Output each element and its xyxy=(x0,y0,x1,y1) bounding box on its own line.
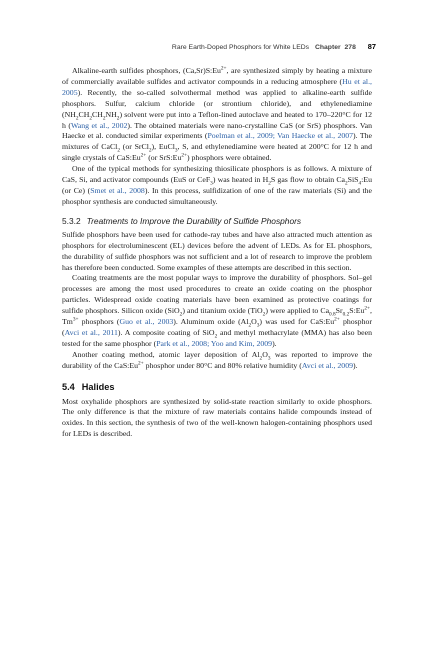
paragraph-sulfide-synthesis: Alkaline-earth sulfides phosphors, $(Ca,Sr)S:Eu^{2+}$, are synthesized simply by heating a mixture of commercially available sulfides and activator compounds in a reducing atmosphere (Hu et al., 2005). Recently, the so-called solvothermal method was applied to alkaline-earth sulfide phosphors. Sulfur, calcium chloride (or strontium chloride), and ethylenediamine $(NH_2CH_2CH_2NH_2)$ solvent were put into a Teflon-lined autoclave and heated to 170–220°C for 12 h (Wang et al., 2002). The obtained materials were nano-crystalline CaS (or SrS) phosphors. Van Haecke et al. conducted similar experiments (Poelman et al., 2009; Van Haecke et al., 2007). The mixtures of CaCl$_2$ (or SrCl$_2$), EuCl$_3$, S, and ethylenediamine were heated at 200°C for 12 h and single crystals of $CaS:Eu^{2+}$ (or $SrS:Eu^{2+}$) phosphors were obtained. xyxy=(62,65,372,163)
paragraph-durability-intro: Sulfide phosphors have been used for cathode-ray tubes and have also attracted much attention as phosphors for electroluminescent (EL) devices before the advent of LEDs. As for EL phosphors, the durability of sulfide phosphors was not sufficient and a lot of research to improve the problem has therefore been conducted. Some examples of these attempts are described in this section. xyxy=(62,229,372,272)
section-heading-5-4 xyxy=(62,381,372,393)
chapter-number: 278 xyxy=(344,44,356,51)
citation-link[interactable]: Avci et al., 2009 xyxy=(301,360,353,370)
paragraph-thiosilicate: One of the typical methods for synthesizing thiosilicate phosphors is as follows. A mixture of CaS, Si, and activator compounds (EuS or CeF$_3$) was heated in $H_2S$ gas flow to obtain $Ca_2SiS_4:Eu$ (or Ce) (Smet et al., 2008). In this process, sulfidization of one of the raw materials (Si) and the phosphor synthesis are conducted simultaneously. xyxy=(62,164,372,206)
running-title: Rare Earth-Doped Phosphors for White LEDs xyxy=(171,44,310,51)
section-title: Treatments to Improve the Durability of Sulfide Phosphors xyxy=(86,215,302,226)
page-body xyxy=(62,66,372,440)
paragraph-ald: Another coating method, atomic layer deposition of $Al_2O_3$ was reported to improve the durability of the $CaS:Eu^{2+}$ phosphor under 80°C and 80% relative humidity (Avci et al., 2009). xyxy=(62,349,372,370)
paragraph-coating: Coating treatments are the most popular ways to improve the durability of phosphors. Sol–gel processes are among the most used procedures to create an oxide coating on the phosphor particles. Widespread oxide coating materials have been examined as protective coatings for sulfide phosphors. Silicon oxide (SiO$_2$) and titanium oxide (TiO$_2$) were applied to $Ca_{0.8}Sr_{0.2}S:Eu^{2+}$, $Tm^{3+}$ phosphors (Guo et al., 2003). Aluminum oxide $(Al_2O_3)$ was used for $CaS:Eu^{2+}$ phosphor (Avci et al., 2011). A composite coating of SiO$_2$ and methyl methacrylate (MMA) has also been tested for the same phosphor (Park et al., 2008; Yoo and Kim, 2009). xyxy=(62,273,372,348)
paragraph-halides: Most oxyhalide phosphors are synthesized by solid-state reaction similarly to oxide phosphors. The only difference is that the mixture of raw materials contains halide compounds instead of oxides. In this section, the synthesis of two of the well-known halogen-containing phosphors used for LEDs is described. xyxy=(62,396,372,439)
citation-link[interactable]: Smet et al., 2008 xyxy=(90,185,145,195)
section-number: 5.4 xyxy=(62,381,75,392)
section-title: Halides xyxy=(81,381,115,392)
running-header xyxy=(172,42,376,51)
citation-link[interactable]: Guo et al., 2003 xyxy=(119,317,174,327)
citation-link[interactable]: Poelman et al., 2009; Van Haecke et al., 2007 xyxy=(207,131,354,141)
section-heading-5-3-2 xyxy=(62,216,372,227)
chapter-label: Chapter xyxy=(314,44,341,51)
citation-link[interactable]: Wang et al., 2002 xyxy=(71,120,128,130)
citation-link[interactable]: Avci et al., 2011 xyxy=(64,327,118,337)
page-number: 87 xyxy=(367,42,376,51)
citation-link[interactable]: Park et al., 2008; Yoo and Kim, 2009 xyxy=(156,338,273,348)
section-number: 5.3.2 xyxy=(62,215,81,226)
citation-link[interactable]: Hu et al., 2005 xyxy=(62,76,372,97)
